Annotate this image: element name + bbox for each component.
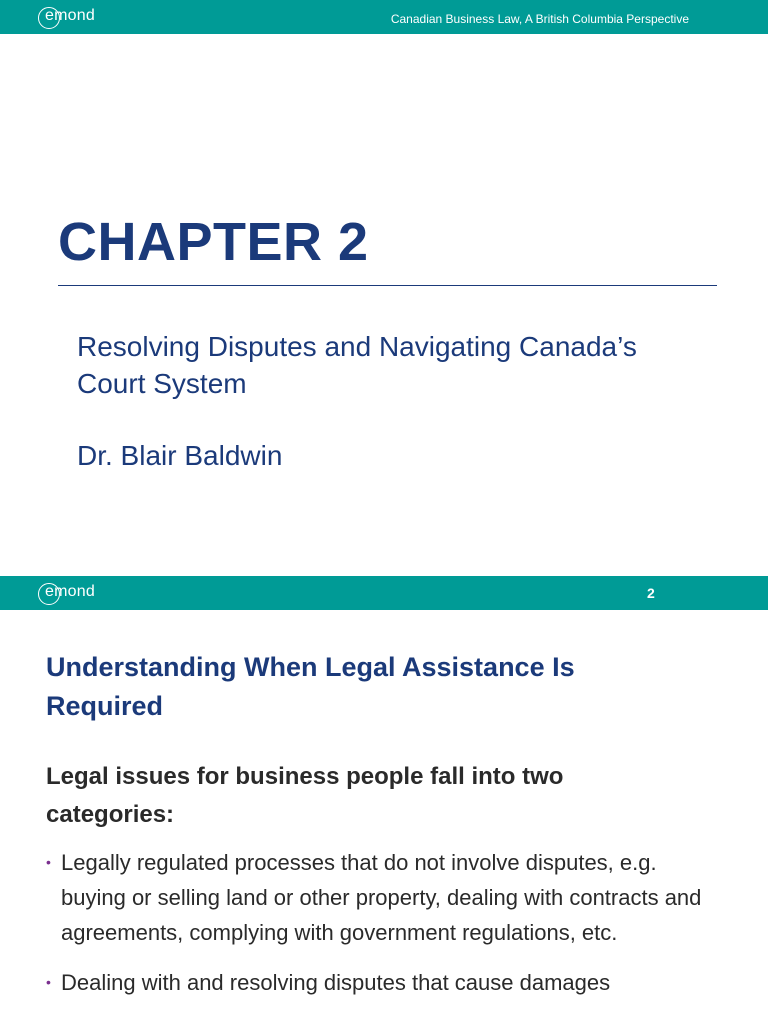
bullet-text: Legally regulated processes that do not involve disputes, e.g. buying or selling land or other property, dealing with contracts and agreements, complying with government regulations, etc.: [61, 850, 702, 945]
chapter-heading: CHAPTER 2: [58, 212, 369, 272]
bullet-item: [46, 845, 726, 950]
logo-text: emond: [45, 583, 95, 600]
slide-title: Understanding When Legal Assistance Is Required: [46, 652, 575, 721]
bullet-list: [46, 845, 726, 1015]
slide1-header-band: [0, 0, 768, 34]
bullet-dot-icon: •: [46, 854, 51, 870]
chapter-subtitle: Resolving Disputes and Navigating Canada’s Court System: [77, 331, 637, 399]
bullet-text: Dealing with and resolving disputes that cause damages: [61, 970, 611, 995]
slide2-header-band: [0, 576, 768, 610]
emond-logo: [38, 4, 95, 30]
bullet-item: [46, 965, 726, 1000]
book-title: Canadian Business Law, A British Columbia Perspective: [390, 12, 689, 26]
bullet-dot-icon: •: [46, 974, 51, 990]
title-divider: [58, 285, 717, 286]
lead-text: Legal issues for business people fall into two categories:: [46, 763, 564, 828]
author-name: Dr. Blair Baldwin: [77, 440, 283, 471]
page-number: 2: [647, 585, 655, 601]
emond-logo: [38, 580, 95, 606]
logo-text: emond: [45, 7, 95, 24]
